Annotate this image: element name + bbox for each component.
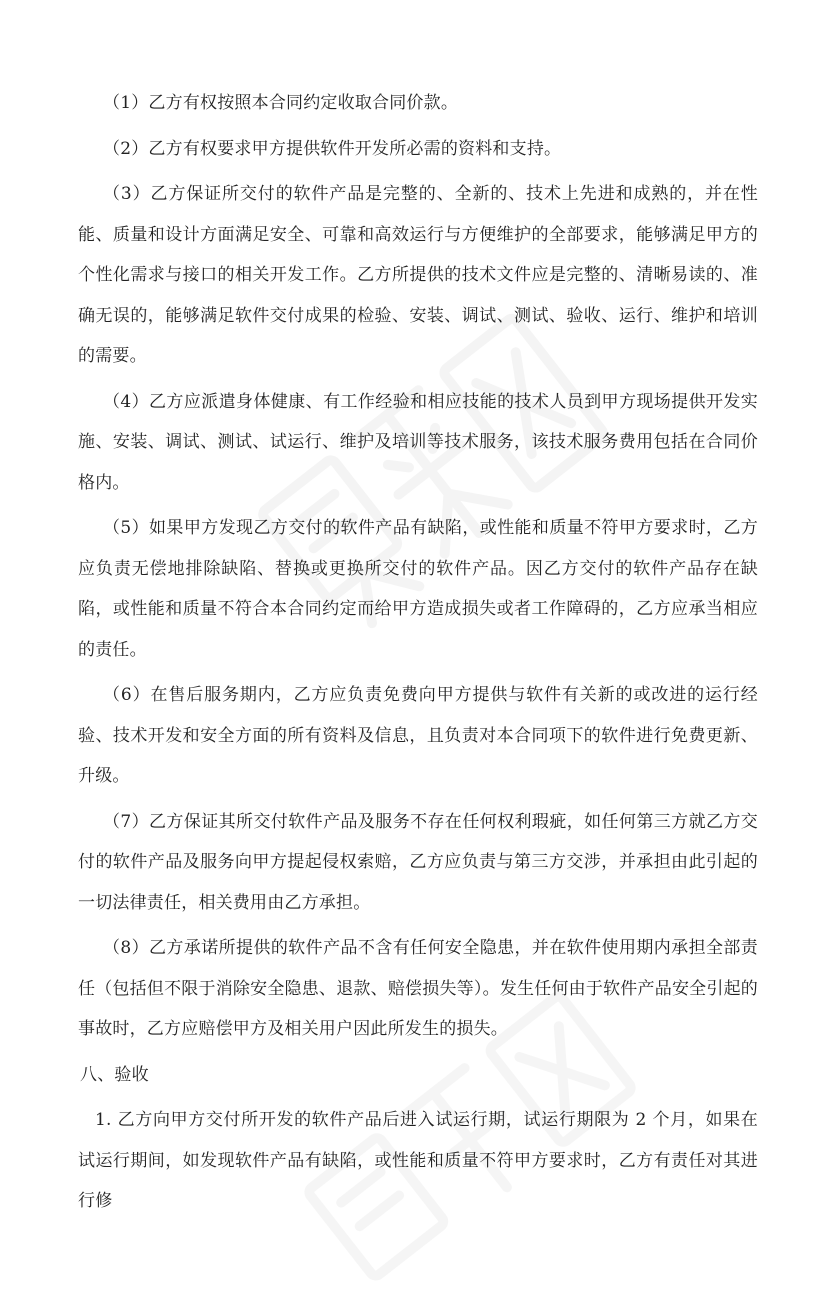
paragraph-right-7: （7）乙方保证其所交付软件产品及服务不存在任何权利瑕疵，如任何第三方就乙方交付的软件产品及服务向甲方提起侵权索赔，乙方应负责与第三方交涉，并承担由此引起的一切法律责任，相关费用由乙方承担。 [78, 811, 758, 913]
paragraph-right-1: （1）乙方有权按照本合同约定收取合同价款。 [103, 93, 459, 113]
paragraph-right-5: （5）如果甲方发现乙方交付的软件产品有缺陷，或性能和质量不符甲方要求时，乙方应负责无偿地排除缺陷、替换或更换所交付的软件产品。因乙方交付的软件产品存在缺陷，或性能和质量不符合本合同约定而给甲方造成损失或者工作障碍的，乙方应承当相应的责任。 [78, 518, 758, 660]
paragraph-right-4: （4）乙方应派遣身体健康、有工作经验和相应技能的技术人员到甲方现场提供开发实施、安装、调试、测试、试运行、维护及培训等技术服务，该技术服务费用包括在合同价格内。 [78, 391, 758, 493]
paragraph-right-2: （2）乙方有权要求甲方提供软件开发所必需的资料和支持。 [103, 138, 562, 159]
paragraph-right-8: （8）乙方承诺所提供的软件产品不含有任何安全隐患，并在软件使用期内承担全部责任（包括但不限于消除安全隐患、退款、赔偿损失等）。发生任何由于软件产品安全引起的事故时，乙方应赔偿甲方及相关用户因此所发生的损失。 [78, 938, 758, 1039]
document-body [78, 83, 758, 1227]
acceptance-item-1: 1. 乙方向甲方交付所开发的软件产品后进入试运行期，试运行期限为 2 个月，如果在试运行期间，如发现软件产品有缺陷，或性能和质量不符甲方要求时，乙方有责任对其进行修 [78, 1110, 758, 1211]
paragraph-right-6: （6）在售后服务期内，乙方应负责免费向甲方提供与软件有关新的或改进的运行经验、技术开发和安全方面的所有资料及信息，且负责对本合同项下的软件进行免费更新、升级。 [78, 685, 758, 786]
paragraph-right-3: （3）乙方保证所交付的软件产品是完整的、全新的、技术上先进和成熟的，并在性能、质量和设计方面满足安全、可靠和高效运行与方便维护的全部要求，能够满足甲方的个性化需求与接口的相关开发工作。乙方所提供的技术文件应是完整的、清晰易读的、准确无误的，能够满足软件交付成果的检验、安装、调试、测试、验收、运行、维护和培训的需要。 [78, 184, 758, 366]
section-heading-acceptance: 八、验收 [80, 1064, 149, 1085]
